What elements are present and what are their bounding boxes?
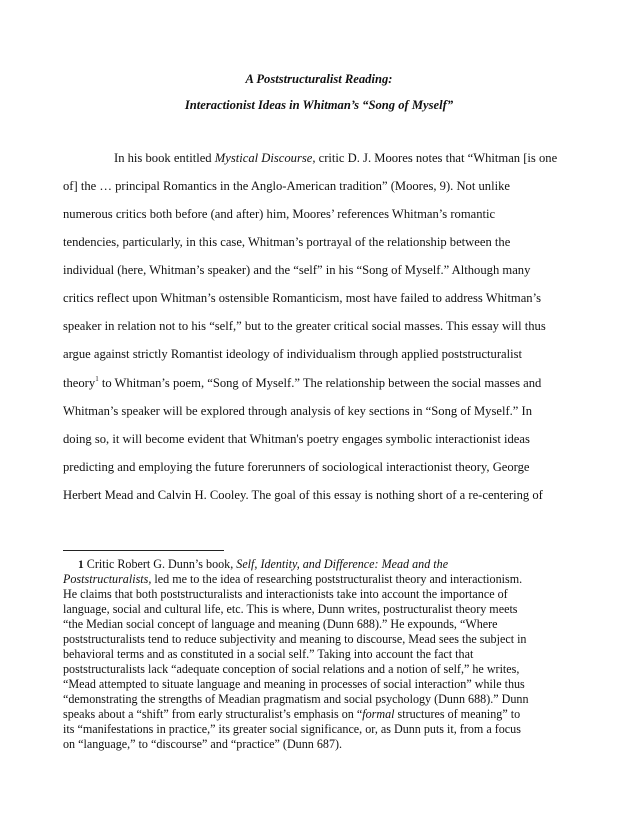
- footnote-reference[interactable]: 1: [95, 375, 99, 383]
- footnote-line: behavioral terms and as constituted in a social self.” Taking into account the fact that: [63, 647, 474, 661]
- body-line: speaker in relation not to his “self,” but to the greater critical social masses. This essay will thus: [63, 319, 546, 333]
- footnote-number: 1: [78, 559, 84, 571]
- book-title: Mystical Discourse,: [214, 151, 316, 165]
- footnote-line: speaks about a “shift” from early structuralist’s emphasis on “formal structures of meaning” to: [63, 707, 521, 721]
- essay-subtitle: Interactionist Ideas in Whitman’s “Song of Myself”: [184, 98, 454, 112]
- body-line: individual (here, Whitman’s speaker) and the “self” in his “Song of Myself.” Although many: [63, 263, 531, 277]
- footnote-line: “Mead attempted to situate language and meaning in processes of social interaction” while thus: [63, 677, 525, 691]
- footnote-line: Poststructuralists, led me to the idea of researching poststructuralist theory and interactionism.: [63, 572, 523, 586]
- footnote-line: He claims that both poststructuralists and interactionists take into account the importance of: [63, 587, 508, 601]
- footnote-line: its “manifestations in practice,” its greater social significance, or, as Dunn puts it, from a focus: [63, 722, 521, 736]
- body-line: Whitman’s speaker will be explored through analysis of key sections in “Song of Myself.” In: [63, 404, 533, 418]
- body-line: numerous critics both before (and after) him, Moores’ references Whitman’s romantic: [63, 207, 496, 221]
- footnote-separator: [63, 550, 224, 551]
- footnote-line: 1 Critic Robert G. Dunn’s book, Self, Identity, and Difference: Mead and the: [78, 557, 449, 571]
- essay-title: A Poststructuralist Reading:: [245, 72, 393, 86]
- footnote-line: “the Median social concept of language and meaning (Dunn 688).” He expounds, “Where: [63, 617, 498, 631]
- footnote-line: poststructuralists lack “adequate conception of social relations and a notion of self,” he writes,: [63, 662, 520, 676]
- body-line: of] the … principal Romantics in the Anglo-American tradition” (Moores, 9). Not unlike: [63, 179, 510, 193]
- body-line: In his book entitled Mystical Discourse, critic D. J. Moores notes that “Whitman [is one: [114, 151, 558, 165]
- body-line: critics reflect upon Whitman’s ostensible Romanticism, most have failed to address Whitman’s: [63, 291, 541, 305]
- footnote-line: “demonstrating the strengths of Meadian pragmatism and social psychology (Dunn 688).” Dunn: [63, 692, 529, 706]
- footnote-line: language, social and cultural life, etc. This is where, Dunn writes, postructuralist theory meets: [63, 602, 518, 616]
- footnote-line: poststructuralists tend to reduce subjectivity and meaning to discourse, Mead sees the subject in: [63, 632, 527, 646]
- body-line: theory$^1$ to Whitman’s poem, “Song of Myself.” The relationship between the social masses and: [63, 375, 542, 390]
- footnote-line: on “language,” to “discourse” and “practice” (Dunn 687).: [63, 737, 343, 751]
- body-line: predicting and employing the future forerunners of sociological interactionist theory, George: [63, 460, 530, 474]
- body-line: tendencies, particularly, in this case, Whitman’s portrayal of the relationship between the: [63, 235, 511, 249]
- body-line: argue against strictly Romantist ideology of individualism through applied poststructuralist: [63, 347, 523, 361]
- body-line: doing so, it will become evident that Whitman's poetry engages symbolic interactionist ideas: [63, 432, 530, 446]
- body-line: Herbert Mead and Calvin H. Cooley. The goal of this essay is nothing short of a re-centering of: [63, 488, 543, 502]
